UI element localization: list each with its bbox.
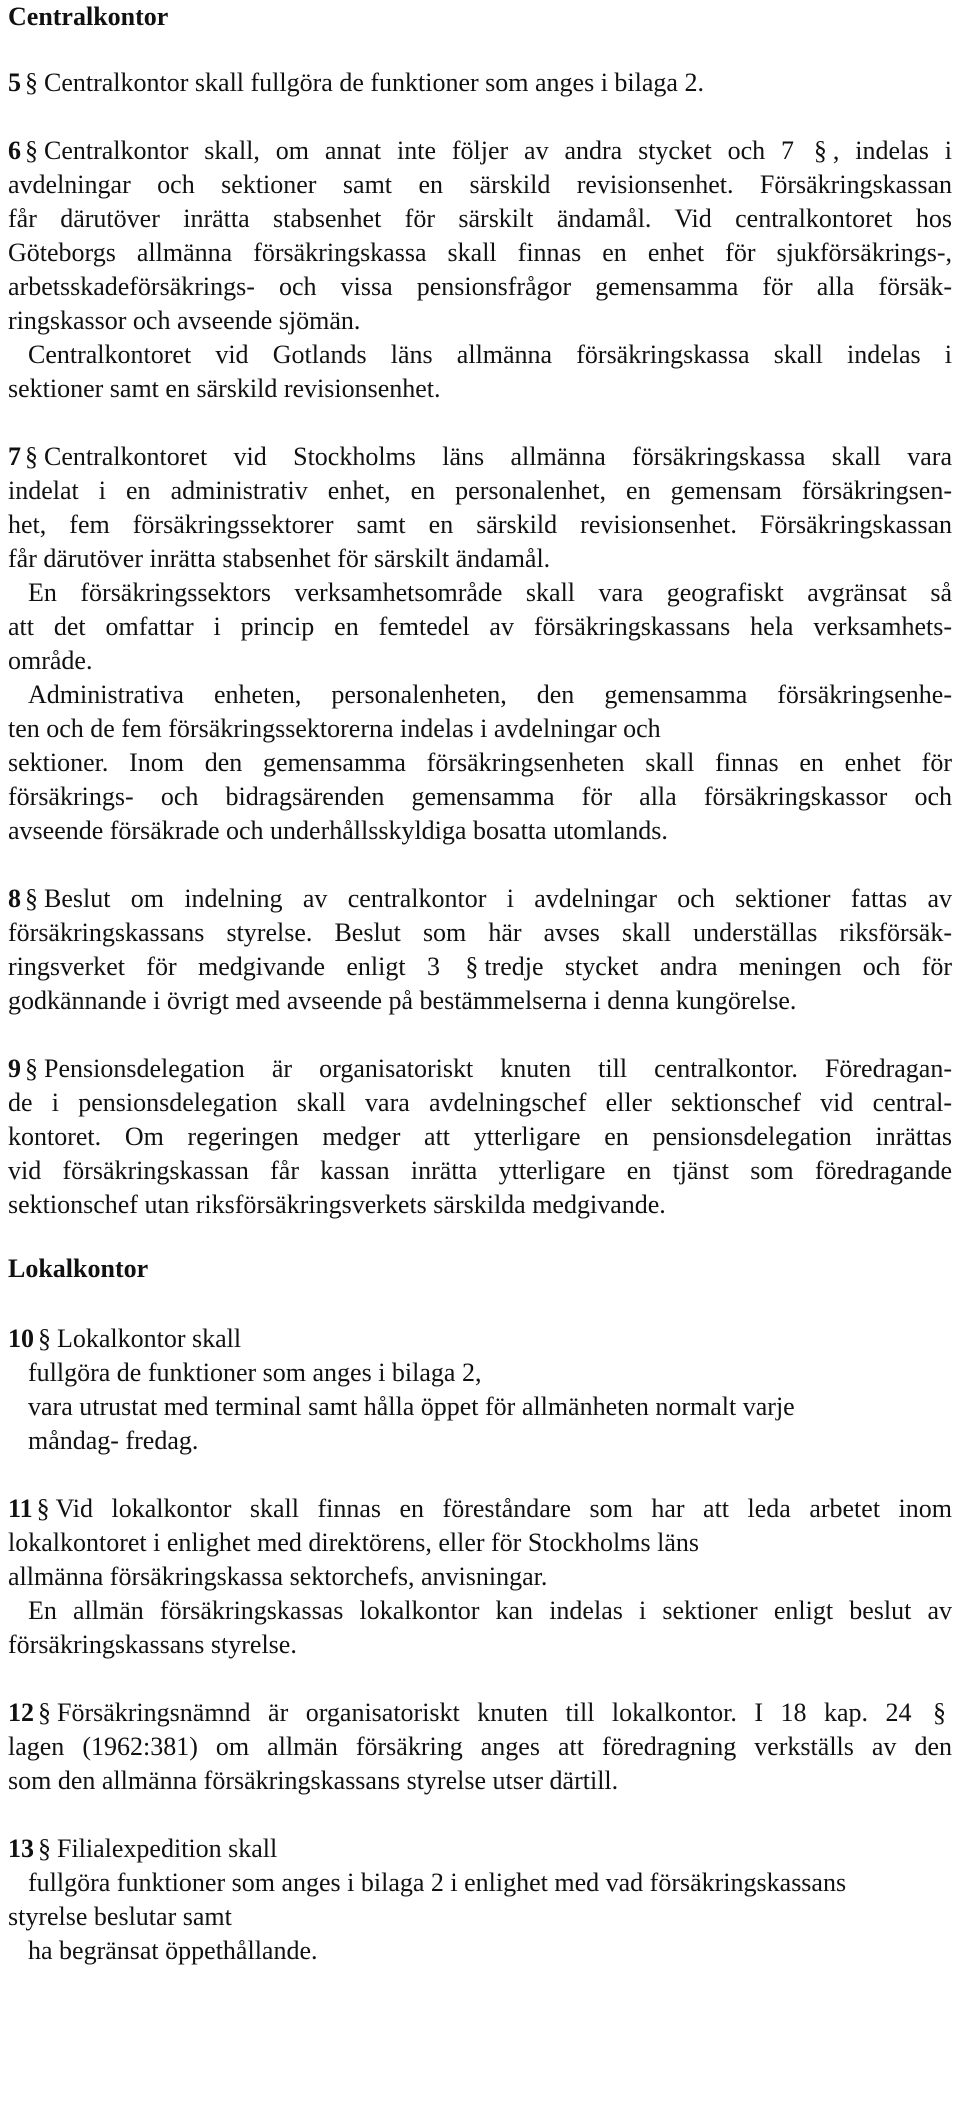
paragraph-number: 7 [8,442,21,471]
line [8,440,952,474]
paragraph-text: Filialexpedition skall [57,1834,278,1863]
paragraph-text: , indelas i [832,136,953,165]
line: fullgöra funktioner som anges i bilaga 2 i enlighet med vad försäkringskassans [28,1868,847,1897]
section-sign: § [465,952,479,981]
line [8,134,952,168]
paragraph-text: Centralkontor skall fullgöra de funktioner som anges i bilaga 2. [44,68,704,97]
paragraph-number: 13 [8,1834,34,1863]
line: lagen (1962:381) om allmän försäkring anges att föredragning verkställs av den [8,1732,952,1761]
line: försäkrings- och bidragsärenden gemensamma för alla försäkringskassor och [8,782,952,811]
paragraph-text: Lokalkontor skall [57,1324,242,1353]
section-sign: § [25,68,38,97]
section-sign: § [25,1054,38,1083]
paragraph-text: Beslut om indelning av centralkontor i avdelningar och sektioner fattas av [44,884,952,913]
section-sign: § [25,136,38,165]
line [8,1322,241,1356]
line: indelat i en administrativ enhet, en personalenhet, en gemensam försäkringsen- [8,476,952,505]
line: som den allmänna försäkringskassans styrelse utser därtill. [8,1766,619,1795]
line: ten och de fem försäkringssektorerna indelas i avdelningar och [8,714,661,743]
paragraph-number: 12 [8,1698,34,1727]
line: måndag- fredag. [28,1426,199,1455]
line [8,1832,277,1866]
line: En allmän försäkringskassas lokalkontor kan indelas i sektioner enligt beslut av [28,1596,952,1625]
paragraph-number: 6 [8,136,21,165]
line: Centralkontoret vid Gotlands läns allmänna försäkringskassa skall indelas i [28,340,952,369]
paragraph-text: Pensionsdelegation är organisatoriskt knuten till centralkontor. Föredragan- [44,1054,952,1083]
paragraph-number: 11 [8,1494,33,1523]
paragraph-number: 9 [8,1054,21,1083]
line: får därutöver inrätta stabsenhet för särskilt ändamål. [8,544,551,573]
heading-lokalkontor: Lokalkontor [8,1254,149,1283]
paragraph-text: ringsverket för medgivande enligt 3 [8,952,440,981]
line: vid försäkringskassan får kassan inrätta ytterligare en tjänst som föredragande [8,1156,952,1185]
line: Administrativa enheten, personalenheten, den gemensamma försäkringsenhe- [28,680,952,709]
line [8,66,704,100]
line: ringskassor och avseende sjömän. [8,306,361,335]
section-sign: § [813,136,827,165]
line [8,1052,952,1086]
line: godkännande i övrigt med avseende på bestämmelserna i denna kungörelse. [8,986,797,1015]
line [8,950,952,984]
section-sign: § [25,442,38,471]
paragraph-text: tredje stycket andra meningen och för [484,952,953,981]
line: avdelningar och sektioner samt en särskild revisionsenhet. Försäkringskassan [8,170,952,199]
line: de i pensionsdelegation skall vara avdelningschef eller sektionschef vid central- [8,1088,952,1117]
line [8,1492,952,1526]
line: lokalkontoret i enlighet med direktörens, eller för Stockholms läns [8,1528,700,1557]
section-sign: § [38,1698,51,1727]
line [8,882,952,916]
paragraph-number: 10 [8,1324,34,1353]
line: En försäkringssektors verksamhetsområde skall vara geografiskt avgränsat så [28,578,952,607]
section-sign: § [36,1494,50,1523]
line: försäkringskassans styrelse. Beslut som här avses skall underställas riksförsäk- [8,918,952,947]
line: fullgöra de funktioner som anges i bilaga 2, [28,1358,482,1387]
line: arbetsskadeförsäkrings- och vissa pensionsfrågor gemensamma för alla försäk- [8,272,952,301]
line: försäkringskassans styrelse. [8,1630,297,1659]
line: kontoret. Om regeringen medger att ytterligare en pensionsdelegation inrättas [8,1122,952,1151]
line: styrelse beslutar samt [8,1902,232,1931]
line: sektioner. Inom den gemensamma försäkringsenheten skall finnas en enhet för [8,748,952,777]
line: sektioner samt en särskild revisionsenhet. [8,374,441,403]
section-sign: § [933,1698,947,1727]
line: het, fem försäkringssektorer samt en särskild revisionsenhet. Försäkringskassan [8,510,952,539]
paragraph-number: 8 [8,884,21,913]
paragraph-text: Försäkringsnämnd är organisatoriskt knuten till lokalkontor. I 18 kap. 24 [57,1698,912,1727]
paragraph-number: 5 [8,68,21,97]
line: avseende försäkrade och underhållsskyldiga bosatta utomlands. [8,816,668,845]
line: får därutöver inrätta stabsenhet för särskilt ändamål. Vid centralkontoret hos [8,204,952,233]
line: ha begränsat öppethållande. [28,1936,318,1965]
heading-centralkontor: Centralkontor [8,2,169,31]
section-sign: § [38,1324,51,1353]
line: område. [8,646,93,675]
section-sign: § [25,884,38,913]
line: allmänna försäkringskassa sektorchefs, anvisningar. [8,1562,548,1591]
paragraph-text: Centralkontor skall, om annat inte följer av andra stycket och 7 [44,136,795,165]
line: att det omfattar i princip en femtedel av försäkringskassans hela verksamhets- [8,612,952,641]
paragraph-text: Centralkontoret vid Stockholms läns allmänna försäkringskassa skall vara [44,442,952,471]
line [8,1696,952,1730]
section-sign: § [38,1834,51,1863]
line: Göteborgs allmänna försäkringskassa skall finnas en enhet för sjukförsäkrings-, [8,238,952,267]
line: vara utrustat med terminal samt hålla öppet för allmänheten normalt varje [28,1392,795,1421]
paragraph-text: Vid lokalkontor skall finnas en föreståndare som har att leda arbetet inom [55,1494,952,1523]
line: sektionschef utan riksförsäkringsverkets särskilda medgivande. [8,1190,666,1219]
